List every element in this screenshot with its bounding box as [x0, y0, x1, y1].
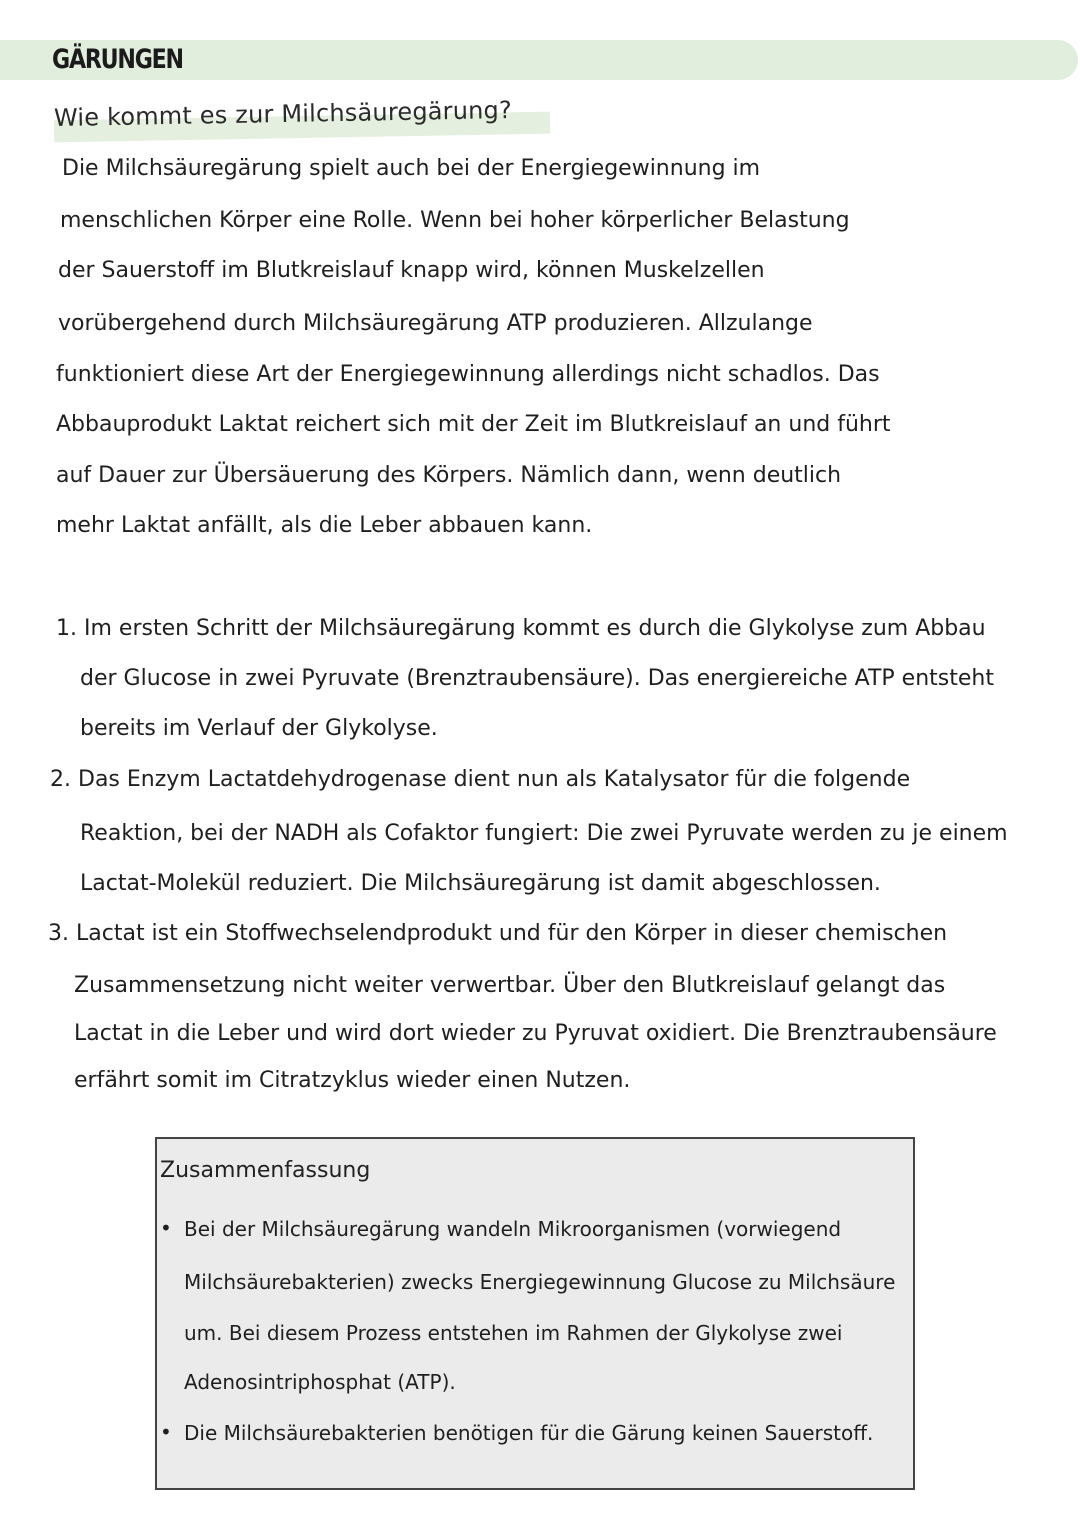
intro-line: Abbauprodukt Laktat reichert sich mit der Zeit im Blutkreislauf an und führt — [56, 412, 891, 437]
intro-line: funktioniert diese Art der Energiegewinnung allerdings nicht schadlos. Das — [56, 362, 880, 387]
summary-line: Milchsäurebakterien) zwecks Energiegewinnung Glucose zu Milchsäure — [184, 1270, 896, 1294]
step-1-line: 1. Im ersten Schritt der Milchsäuregärung kommt es durch die Glykolyse zum Abbau — [56, 616, 986, 641]
summary-line: um. Bei diesem Prozess entstehen im Rahmen der Glykolyse zwei — [184, 1321, 843, 1345]
bullet-icon: • — [160, 1420, 172, 1444]
summary-line: Adenosintriphosphat (ATP). — [184, 1370, 456, 1394]
step-1-line: bereits im Verlauf der Glykolyse. — [80, 716, 438, 741]
step-1-line: der Glucose in zwei Pyruvate (Brenztraubensäure). Das energiereiche ATP entsteht — [80, 666, 994, 691]
step-3-line: Lactat in die Leber und wird dort wieder zu Pyruvat oxidiert. Die Brenztraubensäure — [74, 1021, 997, 1046]
intro-line: Die Milchsäuregärung spielt auch bei der Energiegewinnung im — [62, 156, 761, 181]
page-title: GÄRUNGEN — [52, 44, 183, 75]
step-number: 3. — [48, 921, 69, 946]
bullet-icon: • — [160, 1216, 172, 1240]
step-number: 2. — [50, 767, 71, 792]
summary-line: Bei der Milchsäuregärung wandeln Mikroorganismen (vorwiegend — [184, 1217, 842, 1241]
step-2-line: 2. Das Enzym Lactatdehydrogenase dient nun als Katalysator für die folgende — [50, 767, 911, 792]
step-number: 1. — [56, 616, 77, 641]
intro-line: mehr Laktat anfällt, als die Leber abbauen kann. — [56, 513, 593, 538]
intro-line: auf Dauer zur Übersäuerung des Körpers. Nämlich dann, wenn deutlich — [56, 463, 842, 488]
intro-line: der Sauerstoff im Blutkreislauf knapp wird, können Muskelzellen — [58, 258, 765, 283]
step-2-line: Lactat-Molekül reduziert. Die Milchsäuregärung ist damit abgeschlossen. — [80, 871, 881, 896]
summary-line: Die Milchsäurebakterien benötigen für die Gärung keinen Sauerstoff. — [184, 1421, 874, 1445]
intro-line: vorübergehend durch Milchsäuregärung ATP produzieren. Allzulange — [58, 311, 813, 336]
summary-title: Zusammenfassung — [160, 1158, 371, 1183]
step-3-line: 3. Lactat ist ein Stoffwechselendprodukt und für den Körper in dieser chemischen — [48, 921, 948, 946]
intro-line: menschlichen Körper eine Rolle. Wenn bei hoher körperlicher Belastung — [60, 208, 850, 233]
step-2-line: Reaktion, bei der NADH als Cofaktor fungiert: Die zwei Pyruvate werden zu je einem — [80, 821, 1008, 846]
step-3-line: erfährt somit im Citratzyklus wieder einen Nutzen. — [74, 1068, 631, 1093]
step-3-line: Zusammensetzung nicht weiter verwertbar. Über den Blutkreislauf gelangt das — [74, 973, 946, 998]
section-question: Wie kommt es zur Milchsäuregärung? — [53, 96, 513, 132]
